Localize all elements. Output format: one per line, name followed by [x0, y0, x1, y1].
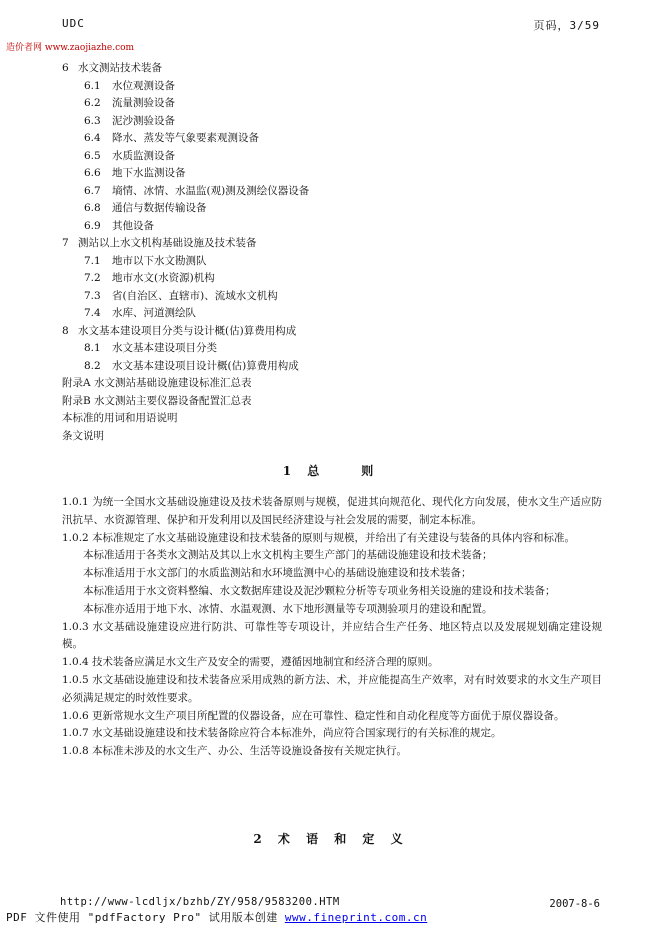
header-page-number: 页码，3/59: [533, 19, 600, 32]
toc-item-number: 7.3: [84, 289, 101, 302]
clause-number: 1.0.1: [62, 496, 89, 508]
clause-number: 1.0.5: [62, 673, 89, 686]
clause-paragraph: [62, 565, 602, 583]
header-left-code: UDC: [62, 17, 85, 30]
toc-item: [62, 130, 602, 148]
toc-item-number: 6.9: [84, 219, 101, 232]
toc-item: [62, 218, 602, 236]
toc-item-number: 8.1: [84, 342, 101, 354]
toc-item: [62, 288, 602, 306]
toc-item-text: 水库、河道测绘队: [112, 307, 196, 319]
watermark: [6, 40, 134, 53]
toc-item-number: 6.2: [84, 97, 101, 109]
table-of-contents: [62, 60, 602, 445]
clause-text: 本标准适用于水文资料整编、水文数据库建设及泥沙颗粒分析等专项业务相关设施的建设和技术装备；: [83, 584, 556, 597]
toc-item-text: 水质监测设备: [112, 149, 175, 162]
toc-item-text: 条文说明: [62, 429, 104, 442]
clause-text: 水文基础设施建设应进行防洪、可靠性等专项设计，并应结合生产任务、地区特点以及发展规划确定建设规模。: [62, 620, 602, 651]
clause-number: 1.0.4: [62, 656, 89, 669]
clause-paragraph: [62, 619, 602, 655]
toc-item-number: 6.1: [84, 79, 101, 92]
toc-item-number: 6.4: [84, 132, 101, 144]
toc-item: [62, 78, 602, 96]
toc-item-number: 8: [62, 324, 69, 337]
clause-paragraph: [62, 743, 602, 761]
toc-item: [62, 113, 602, 131]
toc-item: [62, 410, 602, 428]
pdf-note-text: PDF 文件使用 "pdfFactory Pro" 试用版本创建: [6, 911, 278, 924]
clause-text: 本标准适用于各类水文测站及其以上水文机构主要生产部门的基础设施建设和技术装备；: [83, 549, 493, 562]
toc-item: [62, 235, 602, 253]
clause-number: 1.0.7: [62, 727, 89, 740]
watermark-site-url[interactable]: www.zaojiazhe.com: [44, 43, 135, 53]
toc-item: [62, 253, 602, 271]
toc-item-text: 地市水文(水资源)机构: [112, 272, 215, 284]
toc-item: [62, 375, 602, 393]
clause-paragraph: [62, 547, 602, 565]
toc-item-number: 6.7: [84, 184, 101, 197]
clause-text: 水文基础设施建设和技术装备除应符合本标准外，尚应符合国家现行的有关标准的规定。: [92, 727, 502, 740]
toc-item: [62, 200, 602, 218]
toc-item-text: 地下水监测设备: [112, 167, 186, 179]
watermark-site-name: 造价者网: [6, 43, 43, 53]
clause-paragraph: [62, 530, 602, 548]
toc-item: [62, 323, 602, 341]
section-2-heading: 2 术 语 和 定 义: [253, 832, 409, 846]
toc-item-number: 6.5: [84, 149, 101, 162]
toc-item: [62, 270, 602, 288]
fineprint-link[interactable]: www.fineprint.com.cn: [284, 911, 428, 924]
clause-text: 本标准适用于水文部门的水质监测站和水环境监测中心的基础设施建设和技术装备；: [83, 567, 472, 580]
clause-paragraph: [62, 494, 602, 530]
footer-date: 2007-8-6: [549, 898, 600, 910]
footer-url[interactable]: http://www-lcdljx/bzhb/ZY/958/9583200.HTM: [60, 896, 340, 908]
toc-item-text: 测站以上水文机构基础设施及技术装备: [78, 237, 257, 249]
toc-item-number: 6: [62, 62, 69, 74]
clause-text: 水文基础设施建设和技术装备应采用成熟的新方法、术，并应能提高生产效率，对有时效要求的水文生产项目必须满足规定的时效性要求。: [62, 673, 602, 704]
clause-text: 本标准规定了水文基础设施建设和技术装备的原则与规模，并给出了有关建设与装备的具体内容和标准。: [92, 531, 575, 544]
clause-text: 技术装备应满足水文生产及安全的需要，遵循因地制宜和经济合理的原则。: [92, 656, 439, 669]
toc-item: [62, 148, 602, 166]
toc-item-text: 水文基本建设项目分类与设计概(估)算费用构成: [78, 324, 297, 337]
toc-item: [62, 183, 602, 201]
toc-item-text: 水文测站主要仪器设备配置汇总表: [94, 394, 252, 407]
clause-paragraph: [62, 583, 602, 601]
section-1-body: [62, 494, 602, 761]
clause-paragraph: [62, 672, 602, 708]
toc-item-number: 7.4: [84, 307, 101, 319]
toc-item: [62, 305, 602, 323]
toc-item-text: 其他设备: [112, 219, 154, 232]
clause-paragraph: [62, 601, 602, 619]
clause-paragraph: [62, 708, 602, 726]
toc-item-text: 水文测站基础设施建设标准汇总表: [94, 377, 252, 389]
toc-item-number: 附录B: [62, 394, 91, 407]
toc-item-text: 省(自治区、直辖市)、流域水文机构: [112, 289, 278, 302]
clause-number: 1.0.6: [62, 709, 89, 722]
toc-item-number: 6.6: [84, 167, 101, 179]
clause-text: 更新常规水文生产项目所配置的仪器设备，应在可靠性、稳定性和自动化程度等方面优于原仪器设备。: [92, 709, 565, 722]
toc-item-text: 本标准的用词和用语说明: [62, 412, 178, 424]
toc-item-number: 附录A: [62, 377, 91, 389]
toc-item-text: 水位观测设备: [112, 79, 175, 92]
clause-paragraph: [62, 725, 602, 743]
clause-text: 本标准亦适用于地下水、冰情、水温观测、水下地形测量等专项测验项月的建设和配置。: [83, 602, 493, 615]
toc-item-number: 7: [62, 237, 69, 249]
clause-number: 1.0.2: [62, 531, 89, 544]
clause-paragraph: [62, 654, 602, 672]
toc-item-text: 水文基本建设项目分类: [112, 342, 217, 354]
toc-item-text: 墒情、冰情、水温监(观)测及测绘仪器设备: [112, 184, 310, 197]
toc-item: [62, 358, 602, 376]
clause-text: 为统一全国水文基础设施建设及技术装备原则与规模，促进其向规范化、现代化方向发展，使水文生产适应防汛抗旱、水资源管理、保护和开发利用以及国民经济建设与社会发展的需要，制定本标准。: [62, 496, 602, 526]
toc-item: [62, 340, 602, 358]
toc-item: [62, 428, 602, 446]
toc-item-text: 泥沙测验设备: [112, 114, 175, 127]
clause-number: 1.0.3: [62, 620, 89, 633]
toc-item-number: 6.8: [84, 202, 101, 214]
section-1-heading: 1 总 则: [282, 464, 380, 478]
toc-item-number: 7.2: [84, 272, 101, 284]
toc-item-text: 流量测验设备: [112, 97, 175, 109]
clause-number: 1.0.8: [62, 745, 89, 758]
toc-item-text: 降水、蒸发等气象要素观测设备: [112, 132, 259, 144]
toc-item-text: 通信与数据传输设备: [112, 202, 207, 214]
toc-item: [62, 95, 602, 113]
toc-item-number: 7.1: [84, 254, 101, 267]
toc-item-text: 水文基本建设项目设计概(估)算费用构成: [112, 359, 299, 372]
toc-item: [62, 393, 602, 411]
clause-text: 本标准未涉及的水文生产、办公、生活等设施设备按有关规定执行。: [92, 745, 407, 758]
toc-item-text: 地市以下水文勘测队: [112, 254, 207, 267]
toc-item: [62, 60, 602, 78]
toc-item-number: 6.3: [84, 114, 101, 127]
footer-pdf-note: [6, 909, 427, 925]
toc-item-number: 8.2: [84, 359, 101, 372]
toc-item-text: 水文测站技术装备: [78, 62, 162, 74]
toc-item: [62, 165, 602, 183]
